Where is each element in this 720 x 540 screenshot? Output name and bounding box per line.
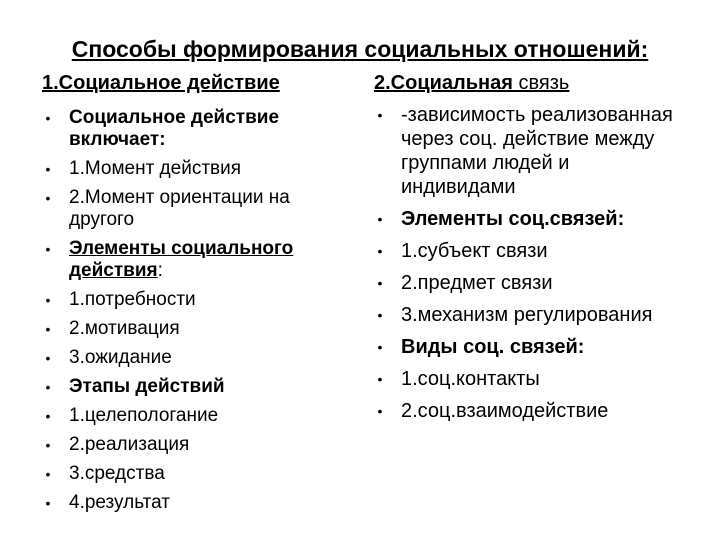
list-item-text: 1.Момент действия xyxy=(69,158,242,179)
list-item-text-tail: : xyxy=(157,260,163,281)
list-item-text: 1.потребности xyxy=(69,289,196,310)
list-item-text: 3.ожидание xyxy=(69,347,172,368)
slide-title: Способы формирования социальных отношений: xyxy=(71,36,649,62)
bullet-dot-icon: • xyxy=(45,190,51,206)
list-item-text: Этапы действий xyxy=(69,376,225,397)
list-item-text: 2.предмет связи xyxy=(401,272,553,294)
list-item xyxy=(374,271,684,295)
list-item xyxy=(374,367,684,391)
list-item xyxy=(42,347,342,369)
list-item-text: 1.субъект связи xyxy=(401,240,548,262)
list-item xyxy=(374,239,684,263)
left-column xyxy=(42,72,342,521)
list-item xyxy=(374,335,684,359)
bullet-dot-icon: • xyxy=(45,495,51,511)
list-item xyxy=(42,376,342,398)
list-item xyxy=(374,207,684,231)
list-item xyxy=(42,107,342,151)
list-item-text: 2.соц.взаимодействие xyxy=(401,400,609,422)
left-bullet-list xyxy=(42,107,342,514)
list-item-text: -зависимость реализованная через соц. действие между группами людей и индивидами xyxy=(401,104,673,198)
list-item-text: 4.результат xyxy=(69,492,170,513)
bullet-dot-icon: • xyxy=(377,243,383,259)
list-item-text: Элементы соц.связей: xyxy=(401,208,625,230)
bullet-dot-icon: • xyxy=(45,321,51,337)
bullet-dot-icon: • xyxy=(45,292,51,308)
list-item-text: 2.мотивация xyxy=(69,318,180,339)
bullet-dot-icon: • xyxy=(45,350,51,366)
list-item-text: 2.реализация xyxy=(69,434,190,455)
list-item-text-bold: Элементы социального действия xyxy=(69,238,294,281)
list-item xyxy=(374,399,684,423)
bullet-dot-icon: • xyxy=(377,403,383,419)
list-item-text: 1.целепологание xyxy=(69,405,219,426)
list-item xyxy=(42,492,342,514)
bullet-dot-icon: • xyxy=(45,437,51,453)
list-item-text: Социальное действие включает: xyxy=(69,107,280,150)
bullet-dot-icon: • xyxy=(45,110,51,126)
bullet-dot-icon: • xyxy=(377,211,383,227)
list-item xyxy=(42,238,342,282)
list-item-text: Виды соц. связей: xyxy=(401,336,585,358)
list-item xyxy=(42,463,342,485)
right-heading-bold: 2.Социальная xyxy=(374,72,513,94)
right-heading-rest: связь xyxy=(512,72,570,94)
bullet-dot-icon: • xyxy=(377,275,383,291)
right-column xyxy=(374,72,684,431)
list-item-text: 3.средства xyxy=(69,463,165,484)
list-item xyxy=(42,289,342,311)
bullet-dot-icon: • xyxy=(377,339,383,355)
left-column-heading: 1.Социальное действие xyxy=(42,72,280,94)
list-item-text: 2.Момент ориентации на другого xyxy=(69,187,290,230)
list-item xyxy=(374,103,684,199)
list-item xyxy=(42,158,342,180)
list-item xyxy=(374,303,684,327)
bullet-dot-icon: • xyxy=(377,307,383,323)
bullet-dot-icon: • xyxy=(377,107,383,123)
right-bullet-list xyxy=(374,103,684,423)
bullet-dot-icon: • xyxy=(45,161,51,177)
bullet-dot-icon: • xyxy=(45,379,51,395)
list-item xyxy=(42,405,342,427)
list-item xyxy=(42,187,342,231)
right-column-heading xyxy=(374,72,684,95)
list-item-text: 3.механизм регулирования xyxy=(401,304,653,326)
bullet-dot-icon: • xyxy=(45,466,51,482)
bullet-dot-icon: • xyxy=(377,371,383,387)
list-item xyxy=(42,318,342,340)
bullet-dot-icon: • xyxy=(45,241,51,257)
bullet-dot-icon: • xyxy=(45,408,51,424)
list-item xyxy=(42,434,342,456)
list-item-text: 1.соц.контакты xyxy=(401,368,540,390)
